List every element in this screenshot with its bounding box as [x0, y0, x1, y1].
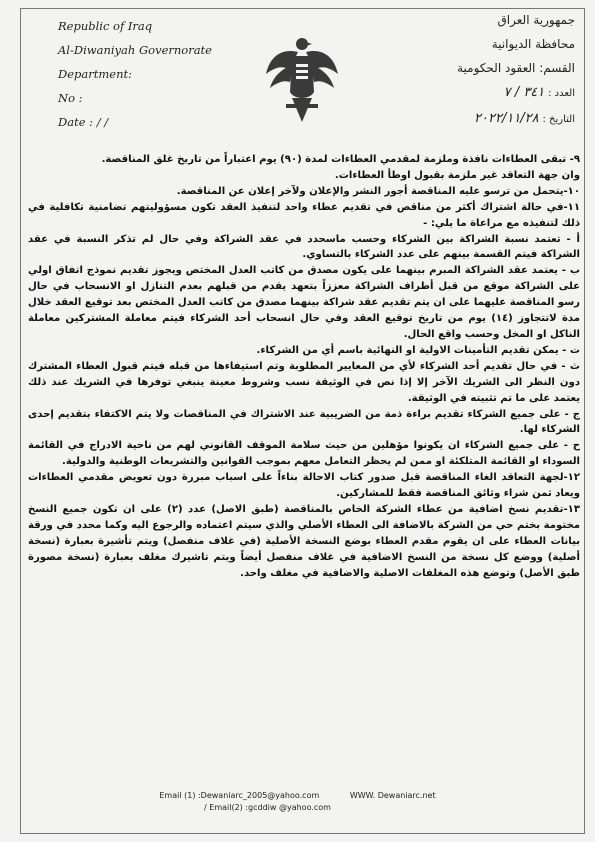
date-value-ar: ٢٠٢٢/١١/٢٨: [474, 111, 539, 126]
body-paragraph: ٩- تبقى العطاءات نافذة وملزمة لمقدمي العطاءات لمدة (٩٠) يوم اعتباراً من تاريخ غلق المناقصة.: [101, 154, 580, 165]
letterhead-date-ar: [405, 106, 575, 132]
footer-line-1: [0, 790, 595, 802]
body-paragraph: أ - تعتمد نسبة الشراكة بين الشركاء وحسب ماسحدد في عقد الشراكة وفي حال لم تذكر النسبة في عقد الشراكة فيتم القسمة بينهم على عدد الشركاء بالتساوي.: [28, 233, 580, 261]
letterhead-date-en: Date : / /: [58, 115, 109, 129]
letterhead-department-ar: القسم: العقود الحكومية: [457, 61, 575, 75]
body-paragraph: وان جهة التعاقد غير ملزمة بقبول اوطأ العطاءات.: [334, 169, 580, 181]
footer-email-2: / Email(2) :gcddiw @yahoo.com: [204, 803, 331, 812]
letterhead-country-en: Republic of Iraq: [58, 19, 153, 33]
body-paragraph: ت - يمكن تقديم التأمينات الاولية او النهائية باسم أي من الشركاء.: [256, 344, 580, 356]
letterhead-governorate-ar: محافظة الديوانية: [491, 37, 575, 51]
letterhead-english: [58, 14, 268, 134]
date-label-ar: التاريخ :: [542, 114, 575, 125]
letterhead-arabic: [405, 8, 575, 132]
body-paragraph: ب - يعتمد عقد الشراكة المبرم بينهما على يكون مصدق من كاتب العدل المختص ويجوز تقديم نموذج اتفاق اولي على الشراكة موقع من قبل أطراف الشراكة معززاً بتعهد يقدم من قبلهم بعدم التنازل او الانسحاب في حال رسو المناقصة عليهما على ان يتم تقديم عقد شراكة بينهما مصدق من كاتب العدل المختص بعد توقيع العقد خلال مدة لاتتجاوز (١٤) يوم من تاريخ توقيع العقد وفي حال انسحاب أحد الشركاء فيتم معاملة المشتركين معاملة الناكل او المخل وحسب واقع الحال.: [28, 265, 580, 340]
footer-website: WWW. Dewaniarc.net: [349, 791, 436, 800]
document-body: [28, 152, 580, 581]
number-label-ar: العدد :: [548, 88, 575, 99]
letterhead-number-ar: [405, 80, 575, 106]
letterhead-country-ar: جمهورية العراق: [497, 13, 575, 27]
body-paragraph: ١٢-لجهة التعاقد الغاء المناقصة قبل صدور كتاب الاحالة بناءاً على اسباب مبررة دون تعويض مقدمي العطاءات ويعاد ثمن شراء وثائق المناقصة فقط للمشاركين.: [28, 472, 580, 500]
body-paragraph: ج - على جميع الشركاء تقديم براءة ذمة من الضريبية عند الاشتراك في المناقصات ولا يتم الاكتفاء بتقديم إحدى الشركاء لها.: [28, 408, 580, 436]
iraq-eagle-emblem-icon: [262, 30, 342, 130]
letterhead-governorate-en: Al-Diwaniyah Governorate: [58, 43, 212, 57]
body-paragraph: ث - في حال تقديم أحد الشركاء لأي من المعايير المطلوبة وتم استيفاءها من قبله فيتم قبول العطاء المشترك دون النظر الى الشريك الآخر إلا إذا نص في الوثيقة نسب وشروط معينة ينبغي توفرها في الشريك عند ذلك يعتمد على ما تم تثبيته في الوثيقة.: [28, 360, 580, 404]
footer-email-1: Email (1) :Dewaniarc_2005@yahoo.com: [159, 791, 320, 800]
letterhead-number-en: No :: [58, 91, 83, 105]
letterhead-department-en: Department:: [58, 67, 132, 81]
body-paragraph: ١١-في حالة اشتراك أكثر من مناقص في تقديم عطاء واحد لتنفيذ العقد تكون مسؤوليتهم تضامنية تكافلية في ذلك لتنفيذه مع مراعاة ما يلي: -: [28, 201, 580, 229]
body-paragraph: ١٣-تقديم نسخ اضافية من عطاء الشركة الخاص بالمناقصة (طبق الاصل) عدد (٢) على ان تكون جميع النسخ مختومة بختم حي من الشركة بالاضافة الى العطاء الأصلي والذي سيتم اعتماده والرجوع اليه وكما محدد في ورقة بيانات العطاء على ان يقوم مقدم العطاء بوضع النسخة الأصلية (في غلاف منفصل) ويتم تأشيرة بعبارة (نسخة أصلية) ووضع كل نسخة من النسخ الاضافية في غلاف منفصل أيضاً ويتم تاشيرك مغلف بعبارة (نسخة مصورة طبق الأصل) وتوضع هذه المغلفات الاصلية والاضافية في مغلف واحد.: [28, 503, 580, 579]
number-value-ar: ٣٤١ / ٧: [503, 85, 545, 100]
body-paragraph: ح - على جميع الشركاء ان يكونوا مؤهلين من حيث سلامة الموقف القانوني لهم من ناحية الادراج في القائمة السوداء او القائمة المتلكئة او ممن لم يحظر التعامل معهم بموجب القوانين والتشريعات الوطنية والدولية.: [28, 440, 580, 468]
page-footer: [0, 790, 595, 814]
body-paragraph: ١٠-يتحمل من ترسو عليه المناقصة أجور النشر والإعلان ولآخر إعلان عن المناقصة.: [176, 185, 580, 197]
